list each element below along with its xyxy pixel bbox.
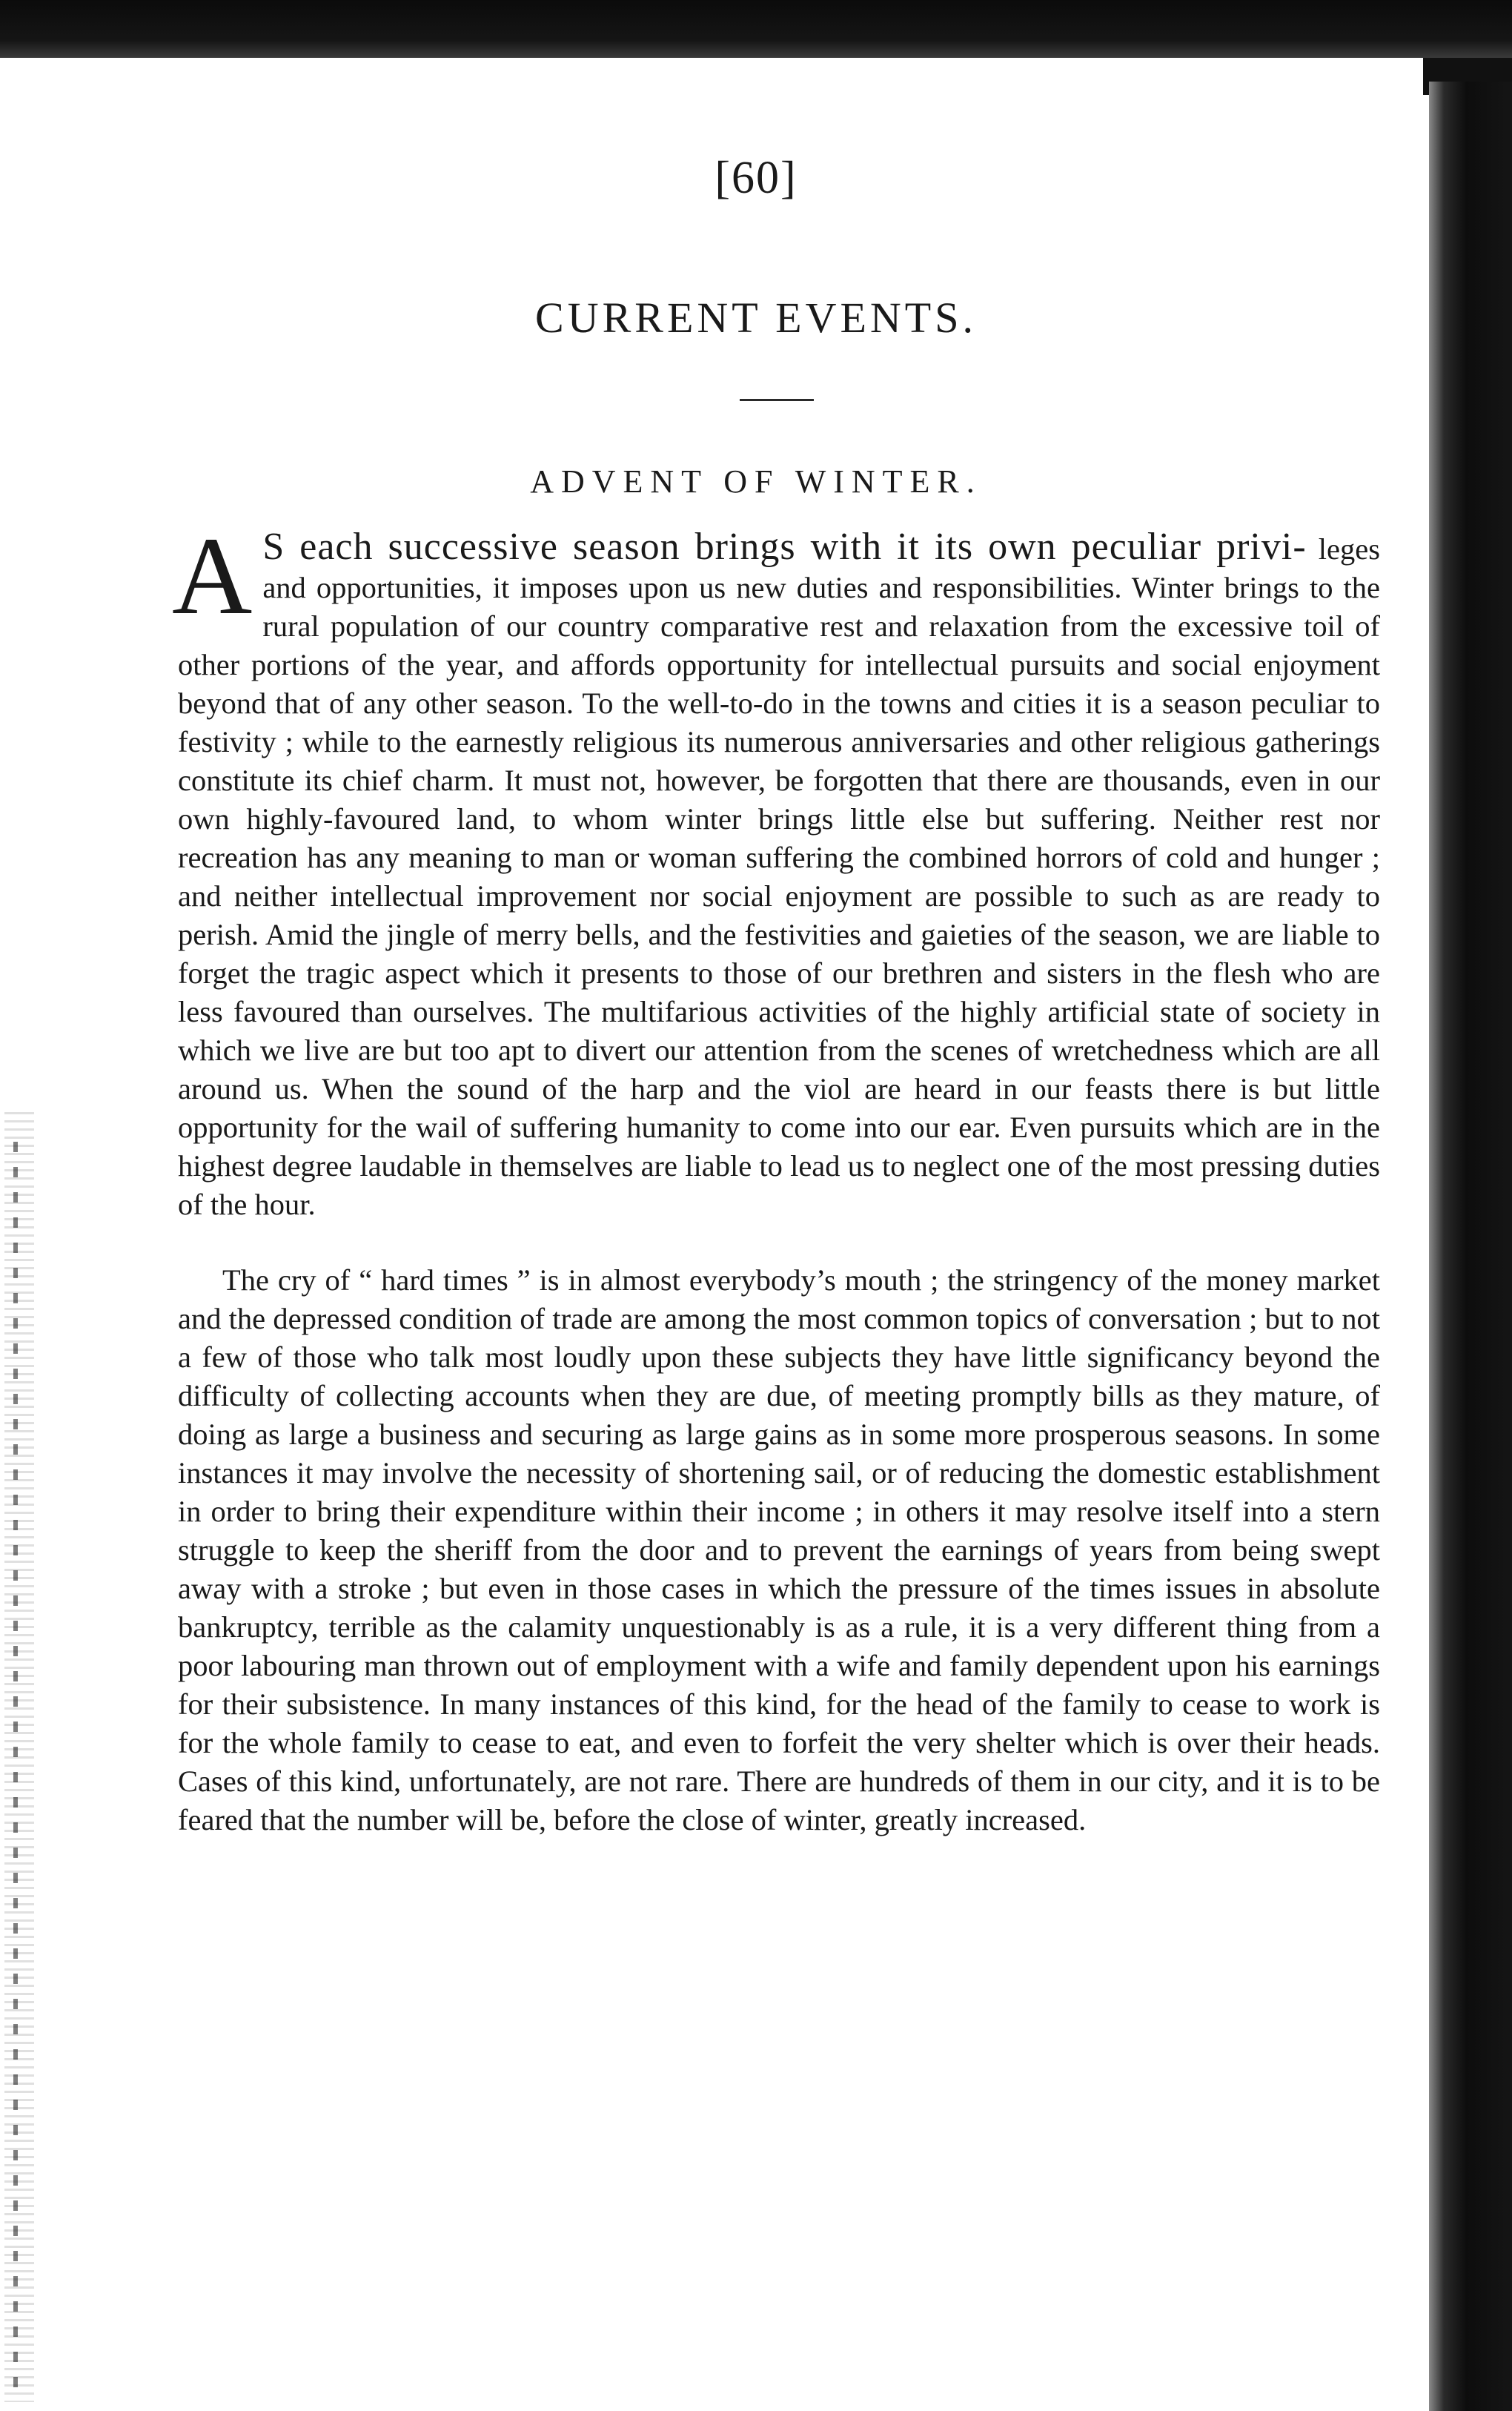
paragraph-1 [172, 515, 1381, 1224]
article-title: ADVENT OF WINTER. [530, 463, 982, 500]
paragraph-1-lead: S each successive season brings with it its own peculiar privi- [262, 526, 1307, 568]
paragraph-1-text: leges and opportunities, it imposes upon us new duties and responsibilities. Winter brings to the rural population of our country comparative rest and relaxation from the excessive toil of other portions of the year, and affords opportunity for intellectual pursuits and social enjoyment beyond that of any other season. To the well-to-do in the towns and cities it is a season peculiar to festivity ; while to the earnestly religious its numerous anniversaries and other religious gatherings constitute its chief charm. It must not, however, be forgotten that there are thousands, even in our own highly-favoured land, to whom winter brings little else but suffering. Neither rest nor recreation has any meaning to man or woman suffering the combined horrors of cold and hunger ; and neither intellectual improvement nor social enjoyment are possible to such as are ready to perish. Amid the jingle of merry bells, and the festivities and gaieties of the season, we are liable to forget the tragic aspect which it presents to those of our brethren and sisters in the flesh who are less favoured than ourselves. The multifarious activities of the highly artificial state of society in which we live are but too apt to divert our attention from the scenes of wretchedness which are all around us. When the sound of the harp and the viol are heard in our feasts there is but little opportunity for the wail of suffering humanity to come into our ear. Even pursuits which are in the highest degree laudable in themselves are liable to lead us to neglect one of the most pressing duties of the hour. [178, 532, 1381, 1221]
scan-border-right [1429, 82, 1512, 2411]
article-body [172, 515, 1381, 1839]
paragraph-2: The cry of “ hard times ” is in almost everybody’s mouth ; the stringency of the money market and the depressed condition of trade are among the most common topics of conversation ; but to not a few of those who talk most loudly upon these subjects they have little significancy beyond the difficulty of collecting accounts when they are due, of meeting promptly bills as they mature, of doing as large a business and securing as large gains as in some more prosperous seasons. In some instances it may involve the necessity of shortening sail, or of reducing the domestic establishment in order to bring their expenditure within their income ; in others it may resolve itself into a stern struggle to keep the sheriff from the door and to prevent the earnings of years from being swept away with a stroke ; but even in those cases in which the pressure of the times issues in absolute bankruptcy, terrible as the calamity unquestionably is as a rule, it is a very different thing from a poor labouring man thrown out of employment with a wife and family dependent upon his earnings for their subsistence. In many instances of this kind, for the head of the family to cease to work is for the whole family to cease to eat, and even to forfeit the very shelter which is over their heads. Cases of this kind, unfortunately, are not rare. There are hundreds of them in our city, and it is to be feared that the number will be, before the close of winter, greatly increased. [178, 1263, 1380, 1836]
drop-cap: A [172, 515, 253, 638]
title-divider [740, 399, 814, 401]
scan-gutter-marks [13, 1142, 18, 2402]
scan-border-top [0, 0, 1512, 58]
page-number: [60] [714, 153, 798, 203]
scan-gutter-shadow [4, 1112, 34, 2402]
section-title: CURRENT EVENTS. [535, 294, 977, 342]
